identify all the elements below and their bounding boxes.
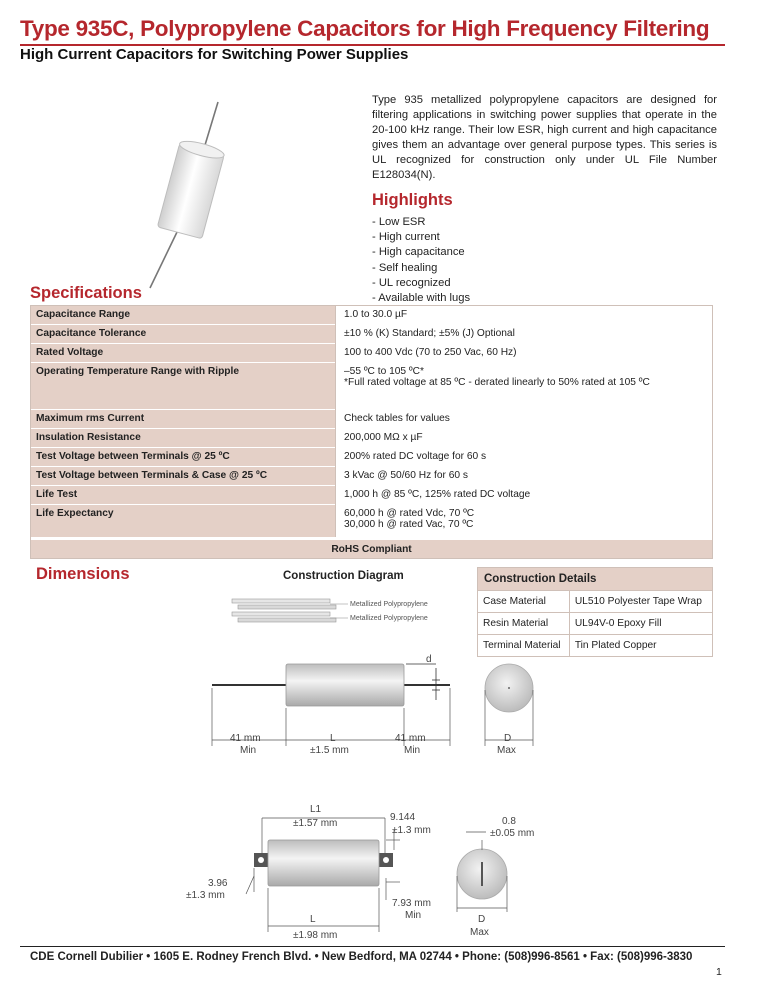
table-row	[30, 344, 713, 363]
construction-details-title: Construction Details	[478, 568, 713, 591]
spec-value	[336, 505, 714, 538]
construction-layers-diagram	[230, 596, 460, 626]
dimension-label: 3.96	[208, 878, 228, 889]
footer-contact: CDE Cornell Dubilier • 1605 E. Rodney French Blvd. • New Bedford, MA 02744 • Phone: (508)996-8561 • Fax: (508)996-3830	[30, 951, 693, 963]
spec-key: Test Voltage between Terminals @ 25 ºC	[30, 448, 336, 467]
dimension-label: Max	[497, 745, 516, 756]
dimension-label: 41 mm	[230, 733, 261, 744]
list-item: - High current	[372, 231, 440, 244]
table-row	[478, 613, 713, 635]
rohs-compliant-bar: RoHS Compliant	[30, 540, 713, 559]
list-item: - Low ESR	[372, 216, 426, 228]
specifications-heading: Specifications	[30, 284, 142, 302]
spec-value: ±10 % (K) Standard; ±5% (J) Optional	[336, 325, 714, 344]
spec-key: Test Voltage between Terminals & Case @ 25 ºC	[30, 467, 336, 486]
dimension-label: L	[330, 733, 336, 744]
spec-key: Life Test	[30, 486, 336, 505]
detail-value: Tin Plated Copper	[569, 635, 712, 657]
highlights-list	[372, 215, 470, 306]
spec-value: Check tables for values	[336, 410, 714, 429]
list-item: - Available with lugs	[372, 292, 471, 305]
table-row	[30, 306, 713, 325]
dimension-label: 41 mm	[395, 733, 426, 744]
spec-value: 1.0 to 30.0 µF	[336, 306, 714, 325]
dimension-label: D	[478, 914, 486, 925]
dimension-label: ±1.3 mm	[186, 890, 225, 901]
spec-value: 100 to 400 Vdc (70 to 250 Vac, 60 Hz)	[336, 344, 714, 363]
detail-key: Resin Material	[478, 613, 570, 635]
spec-key: Maximum rms Current	[30, 410, 336, 429]
construction-details-table	[477, 567, 713, 657]
dimension-label: d	[426, 654, 432, 665]
table-row	[30, 486, 713, 505]
spec-key: Operating Temperature Range with Ripple	[30, 363, 336, 410]
spec-value-line: 60,000 h @ rated Vdc, 70 ºC	[344, 508, 475, 519]
table-row	[30, 467, 713, 486]
spec-value: 200,000 MΩ x µF	[336, 429, 714, 448]
page-subtitle: High Current Capacitors for Switching Power Supplies	[20, 46, 409, 63]
dimension-label: Min	[405, 910, 422, 921]
dimension-label: ±1.98 mm	[293, 930, 338, 940]
dimension-label: Min	[240, 745, 257, 756]
dimension-label: L	[310, 914, 316, 925]
table-row	[30, 429, 713, 448]
list-item: - UL recognized	[372, 276, 451, 289]
page-number: 1	[716, 966, 722, 978]
table-row	[30, 363, 713, 410]
axial-capacitor-body	[286, 664, 404, 706]
lug-capacitor-body	[268, 840, 379, 886]
capacitor-illustration	[130, 100, 240, 290]
detail-value: UL510 Polyester Tape Wrap	[569, 591, 712, 613]
dimension-label: Max	[470, 927, 489, 938]
detail-key: Case Material	[478, 591, 570, 613]
list-item: - High capacitance	[372, 246, 465, 259]
dimension-label: ±1.57 mm	[293, 818, 338, 829]
dimensions-heading: Dimensions	[36, 565, 130, 583]
spec-value: 1,000 h @ 85 ºC, 125% rated DC voltage	[336, 486, 714, 505]
dimension-label: D	[504, 733, 512, 744]
spec-key: Life Expectancy	[30, 505, 336, 538]
construction-diagram-title: Construction Diagram	[283, 570, 404, 582]
spec-key: Rated Voltage	[30, 344, 336, 363]
detail-key: Terminal Material	[478, 635, 570, 657]
dimension-label: 9.144	[390, 812, 416, 823]
layer-label: Metallized Polypropylene	[350, 615, 428, 622]
spec-value	[336, 363, 714, 410]
spec-value-line: 30,000 h @ rated Vac, 70 ºC	[344, 519, 474, 530]
table-row	[30, 325, 713, 344]
layer-label: Metallized Polypropylene	[350, 601, 428, 608]
intro-paragraph: Type 935 metallized polypropylene capacitors are designed for filtering applications in switching power supplies that operate in the 20-100 kHz range. Their low ESR, high current and high capacitance gives them an advantage over general purpose types. This series is UL recognized for construction only under UL File Number E128034(N).	[372, 94, 717, 181]
table-row	[30, 410, 713, 429]
dimension-label: ±1.3 mm	[392, 825, 431, 836]
specifications-table	[30, 305, 713, 537]
table-row	[30, 505, 713, 538]
dimension-label: 7.93 mm	[392, 898, 431, 909]
dimension-label: 0.8	[502, 816, 516, 827]
table-row	[30, 448, 713, 467]
spec-value: 200% rated DC voltage for 60 s	[336, 448, 714, 467]
detail-value: UL94V-0 Epoxy Fill	[569, 613, 712, 635]
spec-key: Capacitance Range	[30, 306, 336, 325]
list-item: - Self healing	[372, 261, 438, 274]
footer-rule	[20, 946, 725, 947]
spec-key: Capacitance Tolerance	[30, 325, 336, 344]
dimension-label: ±1.5 mm	[310, 745, 349, 756]
dimension-drawings	[150, 650, 570, 940]
spec-key: Insulation Resistance	[30, 429, 336, 448]
dimension-label: L1	[310, 804, 322, 815]
table-row	[478, 591, 713, 613]
spec-value-note: *Full rated voltage at 85 ºC - derated linearly to 50% rated at 105 ºC	[344, 377, 650, 388]
dimension-label: Min	[404, 745, 421, 756]
highlights-heading: Highlights	[372, 191, 453, 209]
dimension-label: ±0.05 mm	[490, 828, 535, 839]
page-title: Type 935C, Polypropylene Capacitors for High Frequency Filtering	[20, 16, 710, 41]
spec-value-line: –55 ºC to 105 ºC*	[344, 366, 424, 377]
spec-value: 3 kVac @ 50/60 Hz for 60 s	[336, 467, 714, 486]
